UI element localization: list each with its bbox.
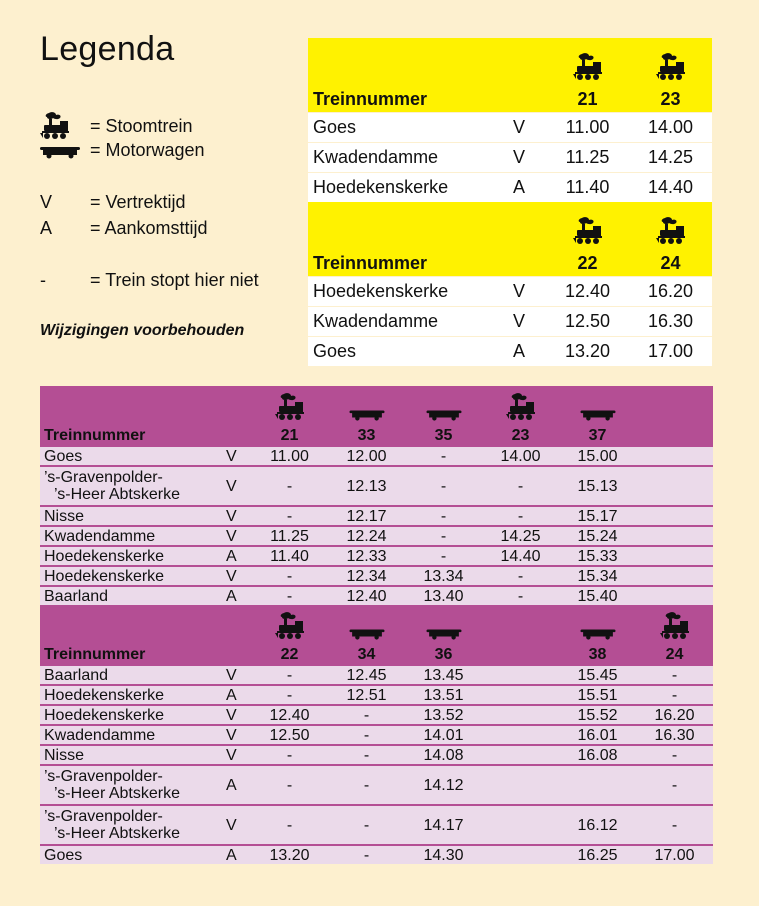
legend-v: V = Vertrektijd [40, 192, 186, 212]
train-number: 23 [482, 426, 559, 446]
arrival-departure: A [222, 765, 251, 805]
disclaimer-note: Wijzigingen voorbehouden [40, 322, 245, 339]
time-cell [482, 805, 559, 845]
station-name: ’s-Gravenpolder- ’s-Heer Abtskerke [40, 805, 222, 845]
time-cell [482, 745, 559, 765]
table-row [40, 506, 713, 526]
train-number: 36 [405, 645, 482, 665]
station-name: ’s-Gravenpolder- ’s-Heer Abtskerke [40, 765, 222, 805]
time-cell [636, 526, 713, 546]
time-cell: - [636, 745, 713, 765]
time-cell: - [328, 805, 405, 845]
purple-timetable [40, 386, 713, 864]
table-row [40, 765, 713, 805]
time-cell [636, 446, 713, 466]
station-name: Goes [40, 446, 222, 466]
time-cell: 13.45 [405, 665, 482, 685]
time-cell: 14.30 [405, 845, 482, 864]
time-cell: 12.00 [328, 446, 405, 466]
legend-railcar: = Motorwagen [40, 140, 205, 161]
station-name: Baarland [40, 586, 222, 605]
time-cell: 15.45 [559, 665, 636, 685]
arrival-departure: V [222, 446, 251, 466]
table-row: Goes V 11.00 14.00 [308, 113, 712, 143]
station-name: Kwadendamme [40, 526, 222, 546]
time-cell: - [251, 805, 328, 845]
time-cell: 12.17 [328, 506, 405, 526]
arrival-departure: V [222, 745, 251, 765]
time-cell: 12.33 [328, 546, 405, 566]
arrival-departure: V [222, 665, 251, 685]
time-cell: 14.12 [405, 765, 482, 805]
time-cell [636, 566, 713, 586]
arrival-departure: A [222, 586, 251, 605]
time-cell [636, 546, 713, 566]
time-cell [482, 765, 559, 805]
time-cell: 13.40 [405, 586, 482, 605]
time-cell: - [328, 705, 405, 725]
time-cell: - [251, 566, 328, 586]
table-row [40, 845, 713, 864]
train-number-label: Treinnummer [308, 250, 513, 277]
time-cell: 12.34 [328, 566, 405, 586]
train-number: 22 [546, 250, 629, 277]
train-number-label: Treinnummer [40, 426, 222, 446]
station-name: Goes [40, 845, 222, 864]
time-cell: - [636, 685, 713, 705]
time-cell: - [328, 845, 405, 864]
train-number: 38 [559, 645, 636, 665]
legend [40, 30, 300, 339]
yellow-timetable [308, 38, 712, 366]
railcar-icon [405, 386, 482, 426]
time-cell: 16.25 [559, 845, 636, 864]
time-cell [559, 765, 636, 805]
time-cell [482, 705, 559, 725]
steam-train-icon [251, 386, 328, 426]
time-cell: 12.13 [328, 466, 405, 506]
time-cell: - [328, 725, 405, 745]
arrival-departure: A [222, 685, 251, 705]
time-cell: - [251, 466, 328, 506]
time-cell: 13.51 [405, 685, 482, 705]
time-cell: - [251, 745, 328, 765]
legend-title: Legenda [40, 30, 175, 68]
table-row [40, 526, 713, 546]
station-name: Kwadendamme [40, 725, 222, 745]
time-cell [482, 685, 559, 705]
time-cell: - [251, 765, 328, 805]
time-cell: 13.20 [251, 845, 328, 864]
station-name: Hoedekenskerke [40, 566, 222, 586]
time-cell [482, 725, 559, 745]
time-cell: 14.17 [405, 805, 482, 845]
arrival-departure: V [222, 466, 251, 506]
time-cell: 14.01 [405, 725, 482, 745]
legend-dash: - = Trein stopt hier niet [40, 270, 259, 290]
train-number: 34 [328, 645, 405, 665]
time-cell: 12.24 [328, 526, 405, 546]
time-cell: 11.40 [251, 546, 328, 566]
table-row [40, 685, 713, 705]
station-name: Hoedekenskerke [40, 685, 222, 705]
train-number: 35 [405, 426, 482, 446]
station-name: Baarland [40, 665, 222, 685]
table-row [40, 725, 713, 745]
table-row [40, 466, 713, 506]
table-row [40, 586, 713, 605]
time-cell: 15.13 [559, 466, 636, 506]
time-cell: 16.12 [559, 805, 636, 845]
railcar-icon [328, 605, 405, 645]
time-cell [636, 506, 713, 526]
time-cell: - [328, 745, 405, 765]
railcar-icon [40, 143, 90, 159]
table-row: Hoedekenskerke A 11.40 14.40 [308, 173, 712, 203]
station-name: Nisse [40, 745, 222, 765]
time-cell: 16.01 [559, 725, 636, 745]
table-row: Kwadendamme V 11.25 14.25 [308, 143, 712, 173]
table-row: Hoedekenskerke V 12.40 16.20 [308, 277, 712, 307]
time-cell: 15.34 [559, 566, 636, 586]
time-cell: - [328, 765, 405, 805]
time-cell: 13.52 [405, 705, 482, 725]
train-number-label: Treinnummer [308, 86, 513, 113]
train-number: 21 [546, 86, 629, 113]
train-number: 24 [629, 250, 712, 277]
arrival-departure: V [222, 725, 251, 745]
table-row [40, 745, 713, 765]
time-cell: 11.00 [251, 446, 328, 466]
station-name: ’s-Gravenpolder- ’s-Heer Abtskerke [40, 466, 222, 506]
time-cell [482, 665, 559, 685]
table-row: Goes A 13.20 17.00 [308, 337, 712, 367]
steam-train-icon [546, 202, 629, 250]
time-cell: 16.20 [636, 705, 713, 725]
time-cell: - [405, 446, 482, 466]
steam-train-icon [40, 112, 90, 140]
time-cell: 16.30 [636, 725, 713, 745]
train-number [636, 426, 713, 446]
time-cell: 13.34 [405, 566, 482, 586]
time-cell: 12.40 [251, 705, 328, 725]
legend-a: A = Aankomsttijd [40, 218, 208, 238]
time-cell: 14.40 [482, 546, 559, 566]
steam-train-icon [636, 605, 713, 645]
time-cell [636, 466, 713, 506]
time-cell [482, 845, 559, 864]
time-cell: - [636, 665, 713, 685]
time-cell: 14.08 [405, 745, 482, 765]
steam-train-icon [251, 605, 328, 645]
time-cell: 12.51 [328, 685, 405, 705]
time-cell [636, 586, 713, 605]
time-cell: - [251, 665, 328, 685]
time-cell: 12.45 [328, 665, 405, 685]
time-cell: - [636, 805, 713, 845]
time-cell: 16.08 [559, 745, 636, 765]
table-row: Kwadendamme V 12.50 16.30 [308, 307, 712, 337]
table-row [40, 665, 713, 685]
train-number: 33 [328, 426, 405, 446]
table-row [40, 446, 713, 466]
steam-train-icon [629, 38, 712, 86]
time-cell: - [482, 566, 559, 586]
time-cell: - [251, 506, 328, 526]
railcar-icon [328, 386, 405, 426]
time-cell: 12.50 [251, 725, 328, 745]
time-cell: - [405, 506, 482, 526]
arrival-departure: V [222, 506, 251, 526]
time-cell: 14.00 [482, 446, 559, 466]
train-number-label: Treinnummer [40, 645, 222, 665]
train-number: 24 [636, 645, 713, 665]
time-cell: 17.00 [636, 845, 713, 864]
time-cell: - [482, 466, 559, 506]
table-row [40, 805, 713, 845]
time-cell: 15.33 [559, 546, 636, 566]
time-cell: - [405, 466, 482, 506]
time-cell: 15.24 [559, 526, 636, 546]
time-cell: 15.52 [559, 705, 636, 725]
station-name: Nisse [40, 506, 222, 526]
legend-steam: = Stoomtrein [40, 112, 193, 140]
time-cell: - [251, 685, 328, 705]
train-number: 37 [559, 426, 636, 446]
time-cell: - [482, 586, 559, 605]
arrival-departure: A [222, 546, 251, 566]
time-cell: 15.00 [559, 446, 636, 466]
time-cell: - [251, 586, 328, 605]
table-row [40, 546, 713, 566]
time-cell: 15.51 [559, 685, 636, 705]
arrival-departure: V [222, 526, 251, 546]
train-number: 21 [251, 426, 328, 446]
time-cell: 15.40 [559, 586, 636, 605]
time-cell: - [405, 526, 482, 546]
table-row [40, 705, 713, 725]
arrival-departure: V [222, 566, 251, 586]
steam-train-icon [546, 38, 629, 86]
arrival-departure: A [222, 845, 251, 864]
station-name: Hoedekenskerke [40, 546, 222, 566]
table-row [40, 566, 713, 586]
train-number: 22 [251, 645, 328, 665]
time-cell: - [482, 506, 559, 526]
time-cell: 11.25 [251, 526, 328, 546]
station-name: Hoedekenskerke [40, 705, 222, 725]
train-number [482, 645, 559, 665]
time-cell: 15.17 [559, 506, 636, 526]
railcar-icon [559, 605, 636, 645]
time-cell: - [636, 765, 713, 805]
time-cell: 12.40 [328, 586, 405, 605]
time-cell: - [405, 546, 482, 566]
arrival-departure: V [222, 805, 251, 845]
steam-train-icon [482, 386, 559, 426]
steam-train-icon [629, 202, 712, 250]
railcar-icon [559, 386, 636, 426]
time-cell: 14.25 [482, 526, 559, 546]
arrival-departure: V [222, 705, 251, 725]
railcar-icon [405, 605, 482, 645]
train-number: 23 [629, 86, 712, 113]
